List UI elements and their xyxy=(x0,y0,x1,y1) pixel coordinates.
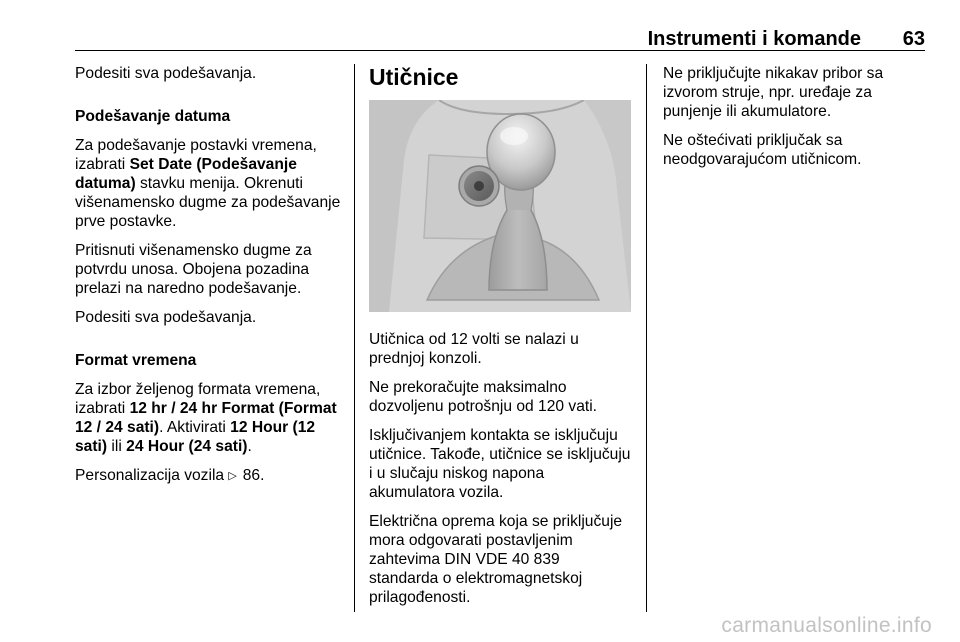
column-middle xyxy=(369,64,633,617)
text-run: . xyxy=(247,438,252,455)
heading-date-setting: Podešavanje datuma xyxy=(75,108,231,125)
paragraph: Podesiti sva podešavanja. xyxy=(75,65,257,82)
paragraph: Ne oštećivati priključak sa neodgovarajućom utičnicom. xyxy=(663,132,862,168)
menu-item-ref: 24 Hour (24 sati) xyxy=(126,438,248,455)
menu-item-ref: 12 hr / 24 hr Format (Format 12 / 24 sati) xyxy=(75,400,337,436)
menu-item-ref: 12 Hour (12 sati) xyxy=(75,419,316,455)
power-outlet-icon xyxy=(369,100,631,312)
spacer xyxy=(75,93,343,107)
paragraph xyxy=(75,136,343,231)
page-reference-icon: ▷ xyxy=(228,470,237,482)
page-reference-link[interactable]: 86. xyxy=(238,467,265,484)
paragraph: Ne prekoračujte maksimalno dozvoljenu potrošnju od 120 vati. xyxy=(369,379,597,415)
menu-item-ref: Set Date (Podešavanje datuma) xyxy=(75,156,297,192)
column-right xyxy=(663,64,925,179)
page-header xyxy=(75,26,925,50)
text-run: . Aktivirati xyxy=(159,419,231,436)
paragraph: Podesiti sva podešavanja. xyxy=(75,309,257,326)
text-run: Za izbor željenog formata vremena, izabrati xyxy=(75,381,321,417)
paragraph: Isključivanjem kontakta se isključuju utičnice. Takođe, utičnice se isključuju i u slučaju niskog napona akumulatora vozila. xyxy=(369,427,631,501)
paragraph xyxy=(75,466,343,486)
page-number: 63 xyxy=(902,28,925,50)
paragraph: Utičnica od 12 volti se nalazi u prednjoj konzoli. xyxy=(369,331,579,367)
paragraph xyxy=(75,380,343,456)
column-left xyxy=(75,64,343,496)
text-run: Za podešavanje postavki vremena, izabrati xyxy=(75,137,317,173)
header-rule xyxy=(75,50,925,51)
spacer xyxy=(75,337,343,351)
paragraph: Pritisnuti višenamensko dugme za potvrdu unosa. Obojena pozadina prelazi na naredno podešavanje. xyxy=(75,242,312,297)
column-divider xyxy=(646,64,647,612)
chapter-title: Instrumenti i komande xyxy=(647,28,861,50)
paragraph: Ne priključujte nikakav pribor sa izvorom struje, npr. uređaje za punjenje ili akumulatore. xyxy=(663,65,884,120)
paragraph: Električna oprema koja se priključuje mora odgovarati postavljenim zahtevima DIN VDE 40 839 standarda o elektromagnetskoj prilagođenosti. xyxy=(369,513,623,606)
text-run: Personalizacija vozila xyxy=(75,467,229,484)
text-run: ili xyxy=(107,438,127,455)
section-title: Utičnice xyxy=(369,64,459,90)
power-outlet-illustration xyxy=(369,100,631,312)
text-run: stavku menija. Okrenuti višenamensko dugme za podešavanje prve postavke. xyxy=(75,175,341,230)
heading-time-format: Format vremena xyxy=(75,352,197,369)
watermark: carmanualsonline.info xyxy=(721,614,932,637)
column-divider xyxy=(354,64,355,612)
